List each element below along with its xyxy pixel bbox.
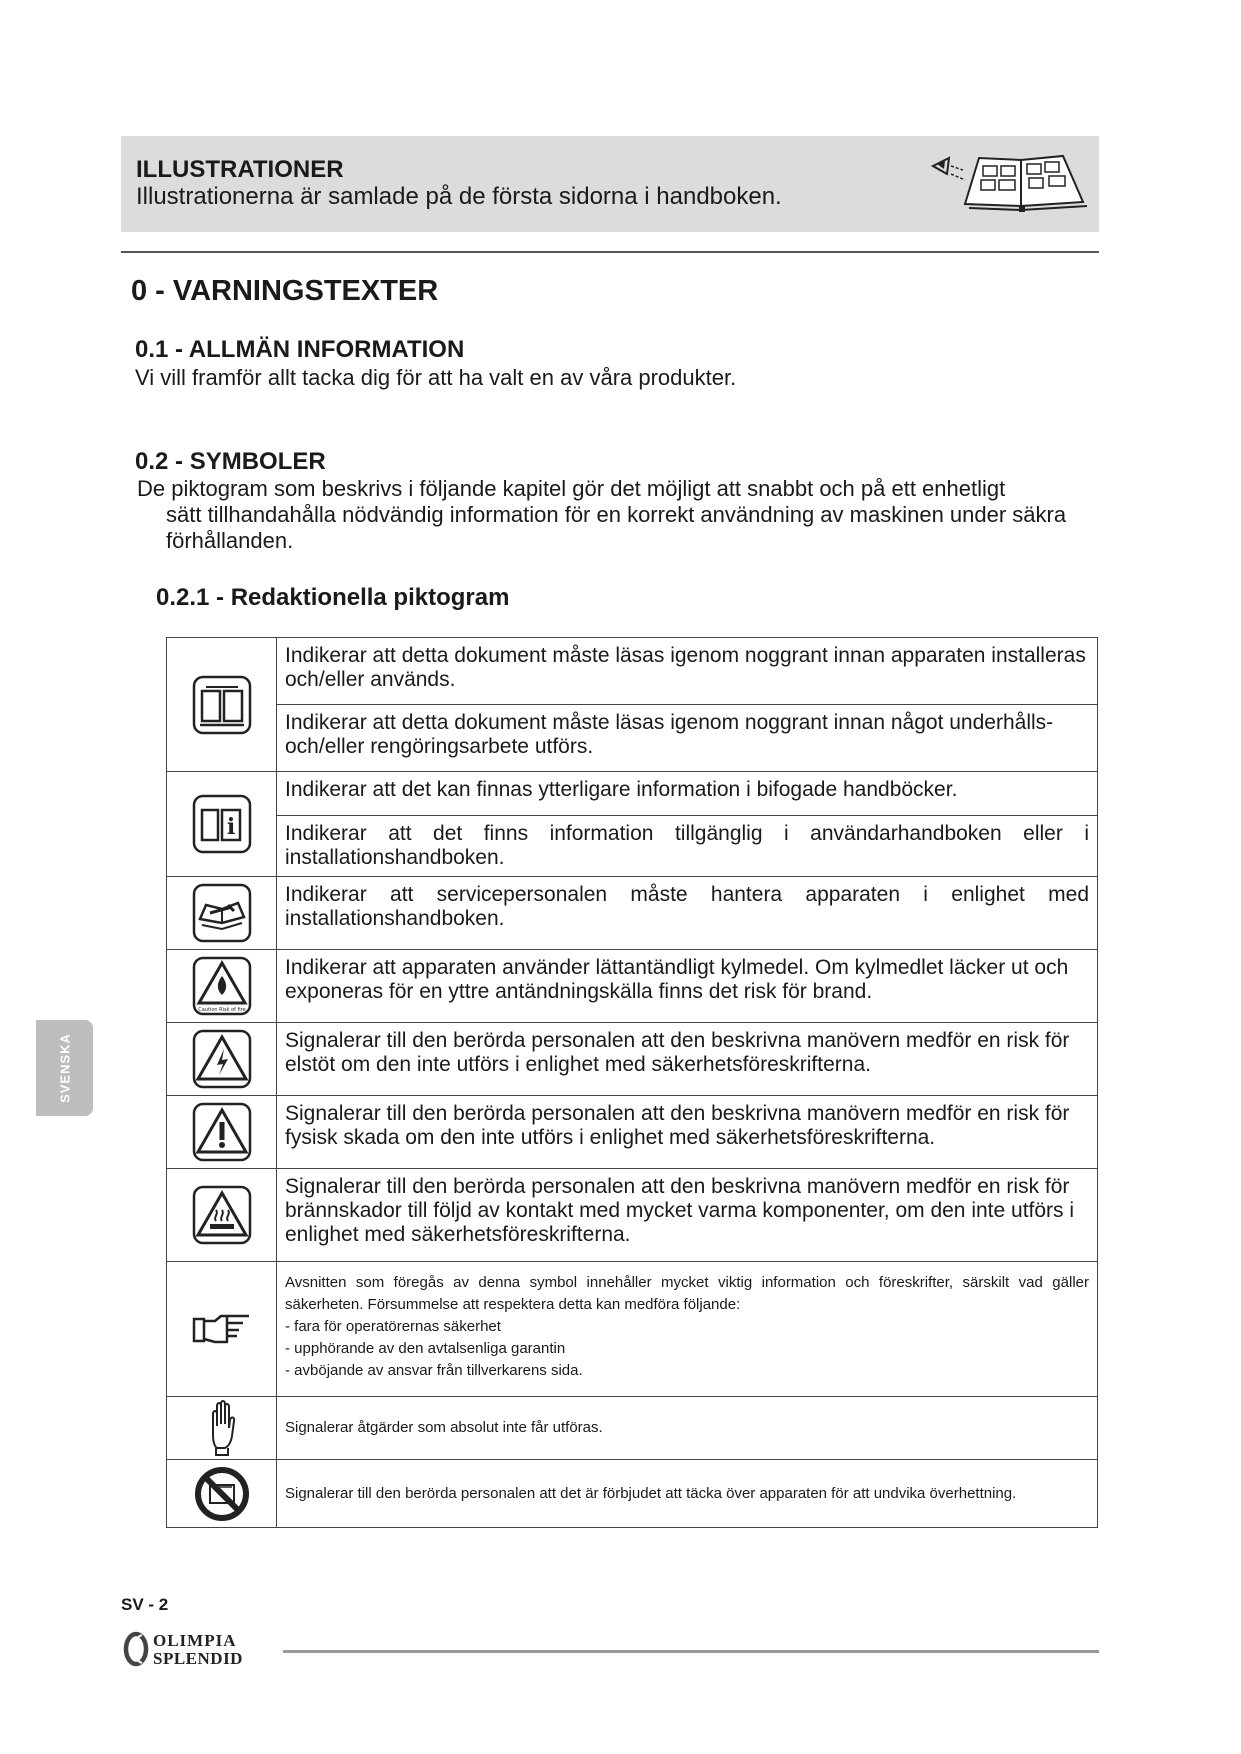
pictogram-text: Signalerar till den berörda personalen att det är förbjudet att täcka över apparaten för att undvika överhettning. (277, 1460, 1098, 1528)
section-0-2-heading: 0.2 - SYMBOLER (135, 448, 326, 475)
section-0-2-text (137, 476, 1097, 554)
icon-caption: Caution Risk of fire (197, 1007, 246, 1013)
table-row (167, 816, 1098, 877)
svg-text:i: i (226, 814, 235, 840)
section-0-1-heading: 0.1 - ALLMÄN INFORMATION (135, 336, 465, 363)
illustrations-box (121, 136, 1099, 232)
electric-shock-warning-icon (192, 1029, 252, 1089)
icon-cell (167, 772, 277, 877)
pictogram-text: Indikerar att det finns information tillgänglig i användarhandboken eller i installationshandboken. (277, 816, 1098, 877)
section-0-2-1-heading: 0.2.1 - Redaktionella piktogram (156, 584, 510, 611)
table-row (167, 950, 1098, 1023)
illustrations-title: ILLUSTRATIONER (136, 156, 344, 183)
pictogram-text: Indikerar att detta dokument måste läsas igenom noggrant innan apparaten installeras och/eller används. (277, 638, 1098, 705)
pictogram-text (277, 1262, 1098, 1397)
table-row (167, 1460, 1098, 1528)
pictogram-text: Signalerar till den berörda personalen att den beskrivna manövern medför en risk för fysisk skada om den inte utförs i enlighet med säkerhetsföreskrifterna. (277, 1096, 1098, 1169)
do-not-cover-icon (193, 1465, 251, 1523)
pictogram-table (166, 637, 1098, 1528)
icon-cell (167, 1397, 277, 1460)
section-0-2-line: De piktogram som beskrivs i följande kapitel gör det möjligt att snabbt och på ett enhetligt (137, 476, 1006, 501)
icon-cell (167, 1262, 277, 1397)
pictogram-intro: Avsnitten som föregås av denna symbol innehåller mycket viktig information och föreskrifter, särskilt vad gäller säkerheten. Försummelse att respektera detta kan medföra följande: (285, 1274, 1089, 1313)
language-side-tab (36, 1020, 93, 1116)
icon-cell (167, 1169, 277, 1262)
open-book-icon (921, 144, 1091, 220)
pointing-hand-icon (191, 1309, 253, 1349)
icon-cell (167, 877, 277, 950)
hot-surface-warning-icon (192, 1185, 252, 1245)
stop-hand-icon (205, 1400, 239, 1456)
icon-cell (167, 1460, 277, 1528)
section-0-1-text: Vi vill framför allt tacka dig för att ha valt en av våra produkter. (135, 365, 737, 390)
table-row (167, 877, 1098, 950)
table-row (167, 1096, 1098, 1169)
table-row (167, 1169, 1098, 1262)
pictogram-text: Signalerar åtgärder som absolut inte får utföras. (277, 1397, 1098, 1460)
section-0-heading: 0 - VARNINGSTEXTER (131, 275, 439, 307)
pictogram-text: Indikerar att det kan finnas ytterligare information i bifogade handböcker. (277, 772, 1098, 816)
table-row (167, 705, 1098, 772)
info-manual-icon (192, 794, 252, 854)
icon-cell (167, 1096, 277, 1169)
flammable-refrigerant-icon (192, 956, 252, 1016)
logo-top-text: OLIMPIA (153, 1631, 237, 1650)
table-row (167, 1397, 1098, 1460)
olimpia-splendid-logo (121, 1630, 276, 1668)
pictogram-text: Indikerar att servicepersonalen måste hantera apparaten i enlighet med installationshandboken. (277, 877, 1098, 950)
icon-cell (167, 1023, 277, 1096)
table-row (167, 772, 1098, 816)
icon-cell (167, 950, 277, 1023)
section-0-2-line: förhållanden. (166, 528, 294, 553)
language-label: SVENSKA (57, 1033, 72, 1103)
pictogram-text: Signalerar till den berörda personalen att den beskrivna manövern medför en risk för brännskador till följd av kontakt med mycket varma komponenter, om den inte utförs i enlighet med säkerhetsföreskrifterna. (277, 1169, 1098, 1262)
footer-rule (283, 1650, 1099, 1653)
general-warning-icon (192, 1102, 252, 1162)
section-0-2-line: sätt tillhandahålla nödvändig information för en korrekt användning av maskinen under säkra (166, 502, 1067, 527)
table-row (167, 1023, 1098, 1096)
table-row (167, 638, 1098, 705)
pictogram-text: Signalerar till den berörda personalen att den beskrivna manövern medför en risk för elstöt om den inte utförs i enlighet med säkerhetsföreskrifterna. (277, 1023, 1098, 1096)
icon-cell (167, 638, 277, 772)
page-number: SV - 2 (121, 1595, 169, 1614)
service-manual-icon (192, 883, 252, 943)
pictogram-text: Indikerar att detta dokument måste läsas igenom noggrant innan något underhålls- och/eller rengöringsarbete utförs. (277, 705, 1098, 772)
illustrations-text: Illustrationerna är samlade på de första sidorna i handboken. (136, 183, 782, 210)
table-row (167, 1262, 1098, 1397)
list-item: - avböjande av ansvar från tillverkarens sida. (285, 1362, 583, 1379)
pictogram-text: Indikerar att apparaten använder lättantändligt kylmedel. Om kylmedlet läcker ut och exponeras för en yttre antändningskälla finns det risk för brand. (277, 950, 1098, 1023)
read-manual-icon (192, 675, 252, 735)
logo-bottom-text: SPLENDID (153, 1649, 243, 1668)
list-item: - fara för operatörernas säkerhet (285, 1318, 501, 1335)
list-item: - upphörande av den avtalsenliga garantin (285, 1340, 566, 1357)
section-divider (121, 251, 1099, 253)
